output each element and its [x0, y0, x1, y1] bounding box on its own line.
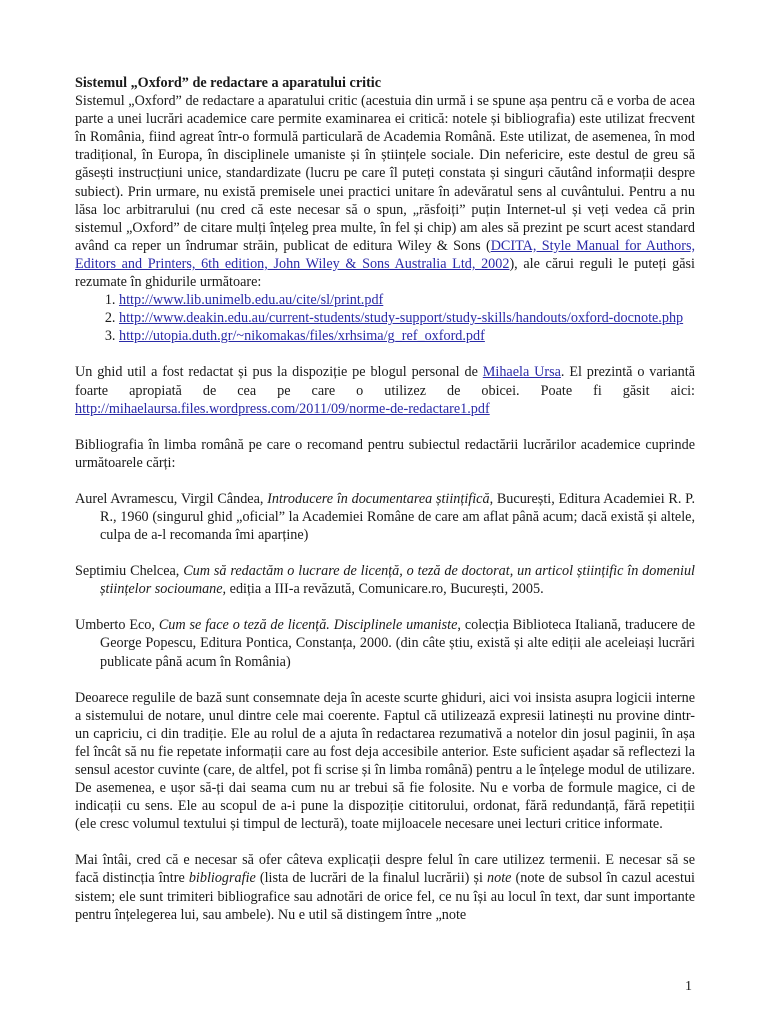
reference-details: , colecția Biblioteca Italiană, traducere de George Popescu, Editura Pontica, Constanța, 2000. (din câte știu, există și alte ediții ale aceleiași lucrări publicate până acum în România): [100, 617, 695, 670]
reference-entry-eco: [75, 616, 695, 670]
ursa-text: Un ghid util a fost redactat și pus la dispoziție pe blogul personal de: [75, 364, 483, 381]
reference-entry-chelcea: [75, 562, 695, 598]
list-item: [119, 309, 695, 327]
mihaela-ursa-link[interactable]: Mihaela Ursa: [482, 364, 561, 381]
reference-title: Cum se face o teză de licență. Disciplinele umaniste: [158, 617, 458, 634]
guide-link-duth[interactable]: http://utopia.duth.gr/~nikomakas/files/xrhsima/g_ref_oxford.pdf: [119, 328, 485, 345]
reference-entry-avramescu: [75, 490, 695, 544]
guide-link-deakin[interactable]: http://www.deakin.edu.au/current-students/study-support/study-skills/handouts/oxford-docnote.php: [119, 310, 684, 327]
document-page: [75, 74, 695, 924]
guide-links-list: [75, 291, 695, 345]
term-note: note: [487, 870, 512, 887]
terms-text: Mai întâi, cred că e necesar să ofer câteva explicații despre felul în care utilizez termenii. E necesar să se facă distincția între: [75, 852, 695, 887]
reference-details: , București, Editura Academiei R. P. R., 1960 (singurul ghid „oficial” la Academiei Române de care am aflat până acum; dacă există și altele, culpa de a-l recomanda îmi aparține): [100, 490, 695, 544]
reference-authors: Septimiu Chelcea,: [75, 563, 184, 580]
page-number: 1: [685, 979, 692, 994]
dcita-link[interactable]: DCITA, Style Manual for Authors, Editors and Printers, 6th edition, John Wiley & Sons Australia Ltd, 2002: [75, 237, 696, 272]
reference-authors: Umberto Eco,: [75, 617, 159, 634]
term-bibliografie: bibliografie: [188, 870, 256, 887]
reference-title: Cum să redactăm o lucrare de licență, o teză de doctorat, un articol științific în domeniul științelor socioumane,: [100, 563, 695, 598]
guide-link-unimelb[interactable]: http://www.lib.unimelb.edu.au/cite/sl/print.pdf: [119, 292, 384, 309]
list-item: [119, 291, 695, 309]
bibliography-intro: Bibliografia în limba română pe care o recomand pentru subiectul redactării lucrărilor academice cuprinde următoarele cărți:: [75, 436, 695, 471]
terms-text: (lista de lucrări de la finalul lucrării) și: [255, 870, 487, 887]
page-title: Sistemul „Oxford” de redactare a aparatului critic: [75, 75, 382, 91]
terms-text: (note de subsol în cazul acestui sistem; ele sunt trimiteri bibliografice sau adnotări de orice fel, ce nu își au locul în text, dar sunt importante pentru înțelegerea lui, sau ambele). Nu e util să distingem între „note: [75, 870, 695, 923]
intro-paragraph: [75, 92, 695, 291]
rules-paragraph: Deoarece regulile de bază sunt consemnate deja în aceste scurte ghiduri, aici voi insista asupra logicii interne a sistemului de notare, unul dintre cele mai coerente. Faptul că utilizează expresii latinești nu provine dintr-un capriciu, ci din tradiție. Ele au rolul de a ajuta în redactarea rezumativă a notelor din josul paginii, în așa fel încât să nu fie repetate informații care au fost deja accesibile anterior. Este suficient așadar să reflectezi la sensul acestor cuvinte (care, de altfel, pot fi scrise și în limba română) pentru a le înțelege modul de utilizare. De asemenea, e ușor să-ți dai seama cum nu ar trebui să fie folosite. Nu e vorba de formule magice, ci de indicații cu sens. Ele au scopul de a-i pune la dispoziție cititorului, ordonat, fără redundanță, fără repetiții (ele cresc volumul textului și timpul de lectură), toate mijloacele necesare unei lecturi critice informate.: [75, 689, 695, 833]
ursa-pdf-link[interactable]: http://mihaelaursa.files.wordpress.com/2011/09/norme-de-redactare1.pdf: [75, 400, 490, 417]
reference-authors: Aurel Avramescu, Virgil Cândea,: [75, 490, 268, 507]
ursa-paragraph: [75, 363, 695, 417]
reference-title: Introducere în documentarea științifică: [267, 490, 490, 507]
ursa-text-2: . El prezintă o variantă foarte apropiată de cea pe care o utilizez de obicei. Poate fi găsit aici:: [75, 364, 695, 399]
intro-text: Sistemul „Oxford” de redactare a aparatului critic (acestuia din urmă i se spune așa pentru că e vorba de acea parte a unei lucrări academice care permite examinarea ei critică: notele și bibliografia) este utilizat frecvent în România, fiind agreat într-o formulă particulară de Academia Română. Este utilizat, de asemenea, în mod tradițional, în Europa, în disciplinele umaniste și în științele sociale. Din nefericire, este destul de greu să găsești instrucțiuni unice, standardizate (lucru pe care îl puteți constata și singuri căutând informații despre subiect). Prin urmare, nu există premisele unei practici unitare în adevăratul sens al cuvântului. Pentru a nu lăsa loc arbitrarului (nu cred că este necesar să o spun, „răsfoiți” puțin Internet-ul și veți vedea că prin sistemul „Oxford” de citare mulți înțeleg prea multe, în fel și chip) am ales să prezint pe scurt acest standard având ca reper un îndrumar străin, publicat de editura Wiley & Sons (: [75, 93, 695, 254]
intro-text-end: ), ale cărui reguli le puteți găsi rezumate în ghidurile următoare:: [75, 255, 695, 291]
list-item: [119, 327, 695, 345]
terms-paragraph: [75, 851, 695, 923]
reference-details: ediția a III-a revăzută, Comunicare.ro, București, 2005.: [226, 581, 544, 598]
